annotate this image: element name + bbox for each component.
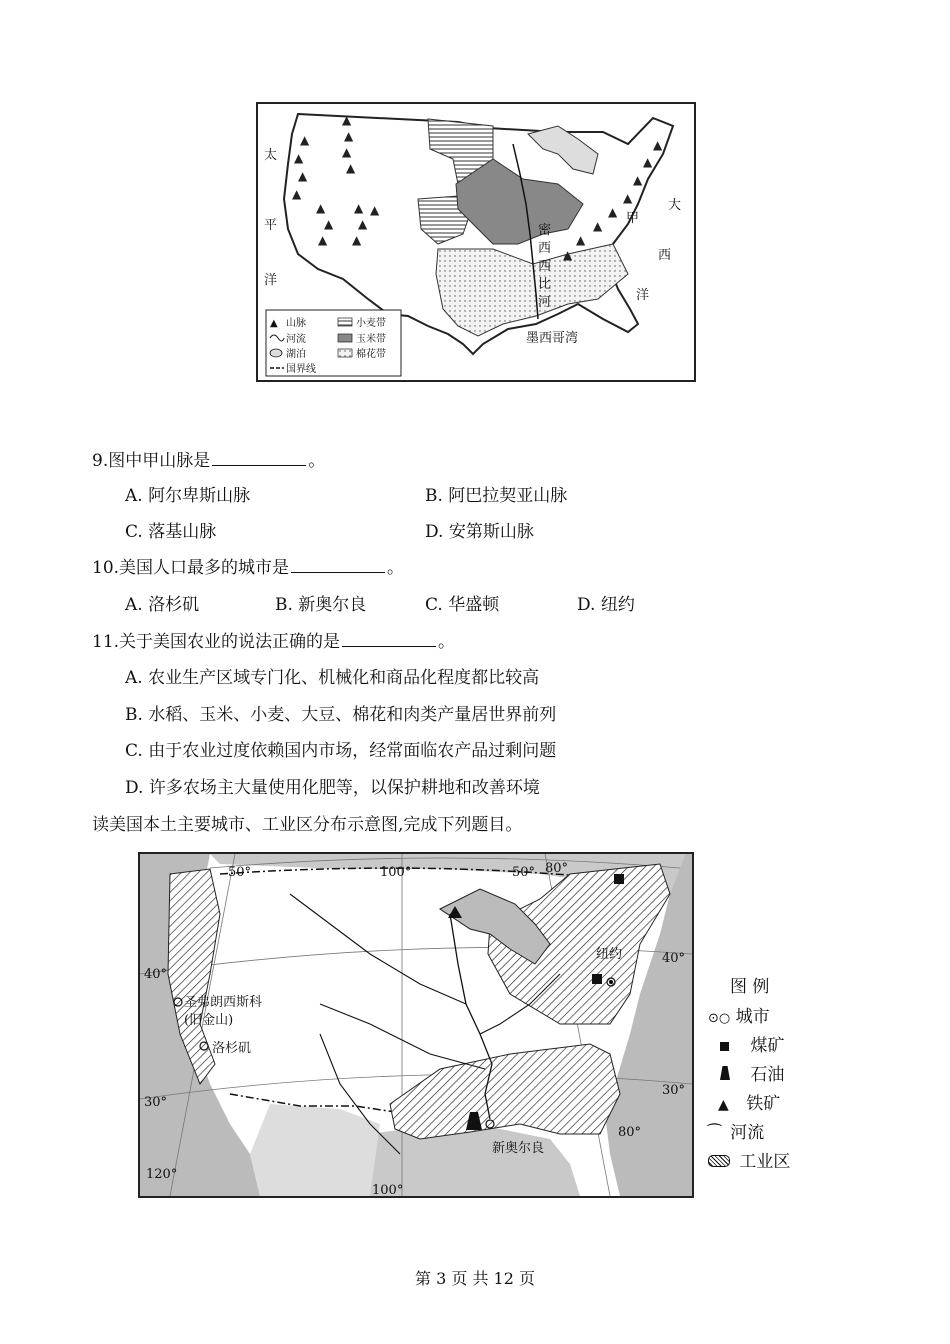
coal-marker-2 [592, 974, 602, 984]
pacific-label-2: 平 [264, 218, 278, 233]
option-10c: C. 华盛顿 [425, 595, 500, 615]
option-9a: A. 阿尔卑斯山脉 [125, 486, 251, 506]
svg-text:▲: ▲ [593, 219, 603, 233]
coord-lat-40-east: 40° [662, 951, 686, 966]
legend-border: 国界线 [286, 364, 316, 375]
legend-title: 图 例 [730, 977, 770, 997]
coal-marker-1 [614, 874, 624, 884]
question-end: 。 [387, 558, 405, 578]
arkansas-river [320, 1004, 485, 1069]
legend-coal-row [708, 1031, 828, 1060]
coord-lon-80-bottom: 80° [618, 1125, 642, 1140]
question-number: 9. [92, 451, 109, 471]
mississippi-label-2: 西 [538, 241, 552, 256]
question-text: 关于美国农业的说法正确的是 [119, 632, 341, 652]
legend-corn: 玉米带 [356, 334, 386, 345]
option-10d: D. 纽约 [577, 595, 635, 615]
svg-text:▲: ▲ [300, 133, 310, 147]
page-footer: 第 3 页 共 12 页 [415, 1269, 535, 1288]
coord-lon-80-top: 80° [545, 861, 569, 876]
option-11a: A. 农业生产区域专门化、机械化和商品化程度都比较高 [125, 668, 540, 688]
mississippi-label-3: 西 [538, 259, 552, 274]
legend-cotton: 棉花带 [356, 349, 386, 360]
mississippi-label-5: 河 [538, 295, 552, 310]
option-9d: D. 安第斯山脉 [425, 522, 534, 542]
coord-lon-50-east: 50° [512, 865, 536, 880]
svg-text:▲: ▲ [318, 233, 328, 247]
svg-text:▲: ▲ [346, 161, 356, 175]
coord-lat-30-west: 30° [144, 1095, 168, 1110]
city-label-no: 新奥尔良 [492, 1141, 545, 1156]
svg-text:▲: ▲ [653, 138, 663, 152]
industry-zone-south [390, 1044, 620, 1139]
option-11c: C. 由于农业过度依赖国内市场，经常面临农产品过剩问题 [125, 741, 557, 761]
svg-text:▲: ▲ [292, 187, 302, 201]
svg-text:▲: ▲ [576, 233, 586, 247]
option-10b: B. 新奥尔良 [275, 595, 367, 615]
legend-industry-row [708, 1147, 828, 1176]
question-text: 图中甲山脉是 [108, 451, 211, 471]
option-11d: D. 许多农场主大量使用化肥等，以保护耕地和改善环境 [125, 778, 540, 798]
pacific-label-1: 太 [264, 148, 278, 163]
svg-text:▲: ▲ [623, 191, 633, 205]
svg-text:▲: ▲ [270, 318, 278, 329]
legend-industry: 工业区 [739, 1152, 791, 1172]
atlantic-label-1: 大 [668, 198, 682, 213]
question-11-stem [92, 632, 455, 652]
legend-city: 城市 [735, 1007, 770, 1027]
option-9b: B. 阿巴拉契亚山脉 [425, 486, 568, 506]
svg-text:▲: ▲ [354, 201, 364, 215]
coord-lat-30-east: 30° [662, 1083, 686, 1098]
legend-mountain: 山脉 [286, 318, 306, 329]
option-9c: C. 落基山脉 [125, 522, 217, 542]
question-end: 。 [438, 632, 456, 652]
city-icon: ⊙○ [708, 1011, 731, 1026]
atlantic-label-2: 西 [658, 248, 672, 263]
map2-legend [708, 972, 828, 1176]
agriculture-belt-map [256, 102, 696, 382]
svg-text:▲: ▲ [342, 145, 352, 159]
svg-text:▲: ▲ [344, 129, 354, 143]
city-label-la: 洛杉矶 [212, 1041, 252, 1056]
svg-text:▲: ▲ [324, 217, 334, 231]
mississippi-label-4: 比 [538, 277, 552, 292]
missouri-river [290, 894, 466, 1004]
question-end: 。 [308, 451, 326, 471]
coord-lon-100-bottom: 100° [372, 1183, 404, 1196]
industry-map-svg [140, 854, 692, 1196]
legend-oil: 石油 [750, 1065, 785, 1085]
legend-iron-row [708, 1089, 828, 1118]
svg-text:▲: ▲ [608, 205, 618, 219]
legend-coal: 煤矿 [750, 1036, 785, 1056]
coord-lon-120: 120° [146, 1167, 178, 1182]
legend-oil-row [708, 1060, 828, 1089]
legend-river-row [708, 1118, 828, 1147]
city-label-sf: 圣弗朗西斯科 [184, 995, 263, 1010]
coal-icon [720, 1042, 729, 1051]
svg-text:▲: ▲ [352, 233, 362, 247]
svg-text:▲: ▲ [316, 201, 326, 215]
iron-icon: ▲ [718, 1097, 729, 1113]
pacific-label-3: 洋 [264, 273, 278, 288]
jia-label: 甲 [626, 211, 640, 226]
answer-blank [342, 632, 436, 647]
question-number: 10. [92, 558, 120, 578]
coord-lon-100-top: 100° [380, 865, 412, 880]
svg-text:▲: ▲ [298, 169, 308, 183]
industry-map [138, 852, 694, 1198]
question-number: 11. [92, 632, 120, 652]
svg-text:▲: ▲ [294, 151, 304, 165]
svg-text:▲: ▲ [342, 113, 352, 127]
question-9-stem [92, 451, 325, 471]
mexico-region [250, 1104, 380, 1196]
mississippi-label-1: 密 [538, 223, 552, 238]
svg-text:▲: ▲ [633, 173, 643, 187]
oil-icon [720, 1066, 730, 1080]
legend-wheat: 小麦带 [356, 318, 386, 329]
legend-lake: 湖泊 [286, 349, 306, 360]
svg-text:▲: ▲ [563, 248, 573, 262]
legend-river: 河流 [286, 334, 306, 345]
industry-zone-icon [708, 1155, 730, 1167]
question-text: 美国人口最多的城市是 [119, 558, 290, 578]
question-10-stem [92, 558, 404, 578]
answer-blank [212, 451, 306, 466]
option-10a: A. 洛杉矶 [125, 595, 200, 615]
map2-intro: 读美国本土主要城市、工业区分布示意图,完成下列题目。 [92, 815, 523, 835]
legend-river: 河流 [730, 1123, 765, 1143]
coord-lat-40-west: 40° [144, 967, 168, 982]
svg-text:▲: ▲ [370, 203, 380, 217]
city-label-sf-alt: (旧金山) [184, 1013, 234, 1028]
river-icon: ⁀ [708, 1123, 721, 1142]
coord-lon-50-west: 50° [228, 865, 252, 880]
city-label-ny: 纽约 [596, 947, 623, 962]
svg-text:▲: ▲ [643, 155, 653, 169]
option-11b: B. 水稻、玉米、小麦、大豆、棉花和肉类产量居世界前列 [125, 705, 557, 725]
legend-iron: 铁矿 [746, 1094, 781, 1114]
svg-text:▲: ▲ [358, 217, 368, 231]
legend-city-row [708, 1002, 828, 1031]
gulf-label: 墨西哥湾 [526, 331, 579, 346]
agriculture-map-svg [258, 104, 694, 380]
answer-blank [291, 558, 385, 573]
atlantic-label-3: 洋 [636, 288, 650, 303]
